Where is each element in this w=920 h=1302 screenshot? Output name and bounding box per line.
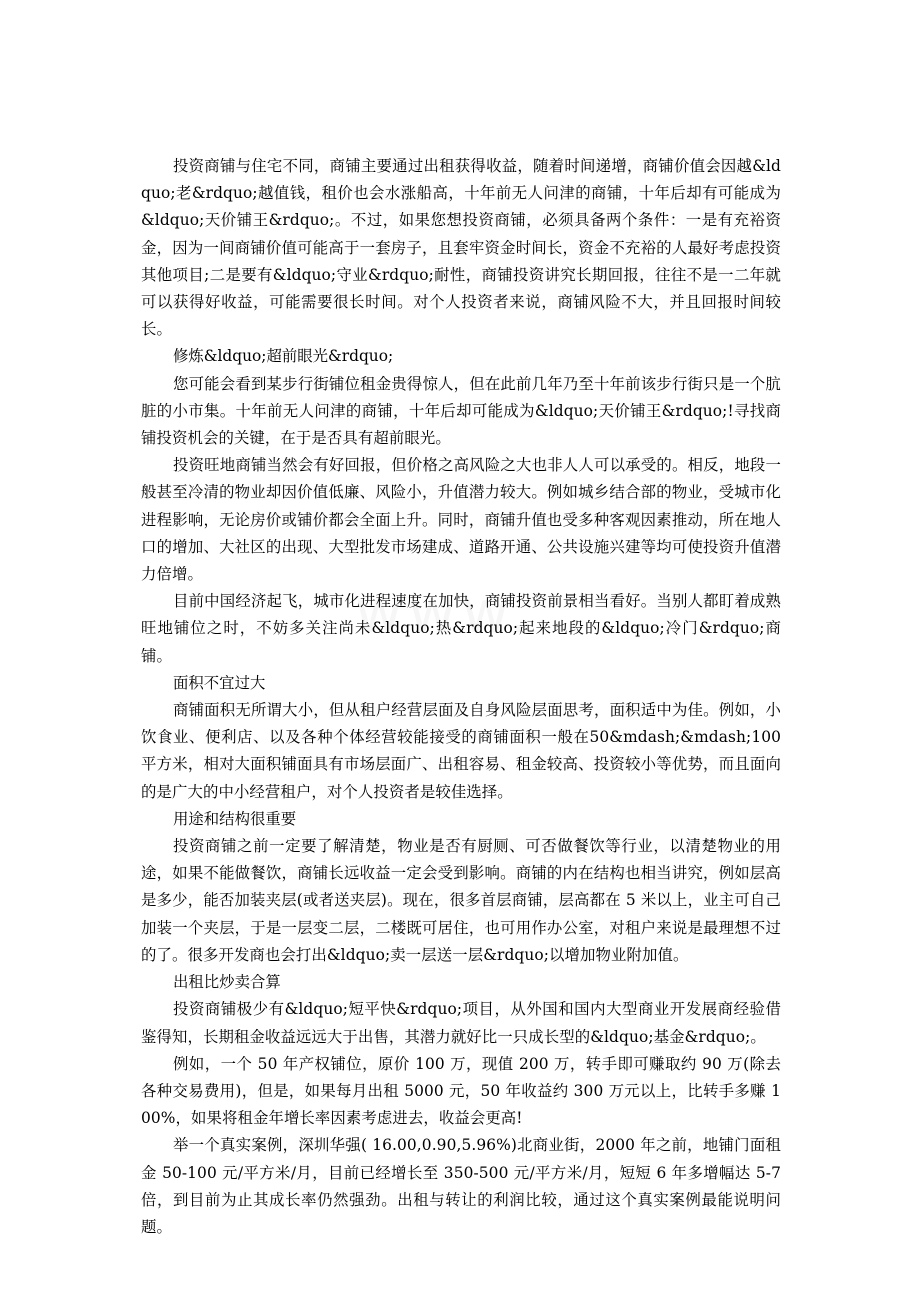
- document-body: [141, 153, 781, 1241]
- paragraph-rent-1: 投资商铺极少有&ldquo;短平快&rdquo;项目，从外国和国内大型商业开发展商经验借鉴得知，长期租金收益远远大于出售，其潜力就好比一只成长型的&ldquo;基金&rdquo;。: [141, 1000, 781, 1046]
- paragraph-area: 商铺面积无所谓大小，但从租户经营层面及自身风险层面思考，面积适中为佳。例如，小饮食业、便利店、以及各种个体经营较能接受的商铺面积一般在50&mdash;&mdash;100平方米，相对大面积铺面具有市场层面广、出租容易、租金较高、投资较小等优势，而且面向的是广大的中小经营租户，对个人投资者是较佳选择。: [141, 701, 781, 801]
- paragraph-rent-2: 例如，一个 50 年产权铺位，原价 100 万，现值 200 万，转手即可赚取约 90 万(除去各种交易费用)，但是，如果每月出租 5000 元，50 年收益约 300 万元以上，比转手多赚 100%，如果将租金年增长率因素考虑进去，收益会更高!: [141, 1054, 781, 1128]
- paragraph-structure: 投资商铺之前一定要了解清楚，物业是否有厨厕、可否做餐饮等行业，以清楚物业的用途，如果不能做餐饮，商铺长远收益一定会受到影响。商铺的内在结构也相当讲究，例如层高是多少，能否加装夹层(或者送夹层)。现在，很多首层商铺，层高都在 5 米以上，业主可自己加装一个夹层，于是一层变二层，二楼既可居住，也可用作办公室，对租户来说是最理想不过的了。很多开发商也会打出&ldquo;卖一层送一层&rdquo;以增加物业附加值。: [141, 837, 781, 964]
- paragraph-rent-3: 举一个真实案例，深圳华强( 16.00,0.90,5.96%)北商业街，2000 年之前，地铺门面租金 50-100 元/平方米/月，目前已经增长至 350-500 元/平方米/月，短短 6 年多增幅达 5-7 倍，到目前为止其成长率仍然强劲。出租与转让的利润比较，通过这个真实案例最能说明问题。: [141, 1136, 781, 1236]
- paragraph-intro: 投资商铺与住宅不同，商铺主要通过出租获得收益，随着时间递增，商铺价值会因越&ldquo;老&rdquo;越值钱，租价也会水涨船高，十年前无人问津的商铺，十年后却有可能成为&ldquo;天价铺王&rdquo;。不过，如果您想投资商铺，必须具备两个条件：一是有充裕资金，因为一间商铺价值可能高于一套房子，且套牢资金时间长，资金不充裕的人最好考虑投资其他项目;二是要有&ldquo;守业&rdquo;耐性，商铺投资讲究长期回报，往往不是一二年就可以获得好收益，可能需要很长时间。对个人投资者来说，商铺风险不大，并且回报时间较长。: [141, 157, 781, 339]
- section-heading-structure: 用途和结构很重要: [173, 809, 297, 828]
- paragraph-foresight-2: 投资旺地商铺当然会有好回报，但价格之高风险之大也非人人可以承受的。相反，地段一般甚至冷清的物业却因价值低廉、风险小，升值潜力较大。例如城乡结合部的物业，受城市化进程影响，无论房价或铺价都会全面上升。同时，商铺升值也受多种客观因素推动，所在地人口的增加、大社区的出现、大型批发市场建成、道路开通、公共设施兴建等均可使投资升值潜力倍增。: [141, 456, 781, 584]
- section-heading-rent: 出租比炒卖合算: [173, 973, 281, 992]
- section-heading-foresight: 修炼&ldquo;超前眼光&rdquo;: [173, 347, 394, 366]
- paragraph-foresight-1: 您可能会看到某步行街铺位租金贵得惊人，但在此前几年乃至十年前该步行街只是一个肮脏的小市集。十年前无人问津的商铺，十年后却可能成为&ldquo;天价铺王&rdquo;!寻找商铺投资机会的关键，在于是否具有超前眼光。: [141, 374, 781, 448]
- section-heading-area: 面积不宜过大: [173, 673, 266, 692]
- paragraph-foresight-3: 目前中国经济起飞，城市化进程速度在加快，商铺投资前景相当看好。当别人都盯着成熟旺地铺位之时，不妨多关注尚未&ldquo;热&rdquo;起来地段的&ldquo;冷门&rdquo;商铺。: [141, 592, 781, 665]
